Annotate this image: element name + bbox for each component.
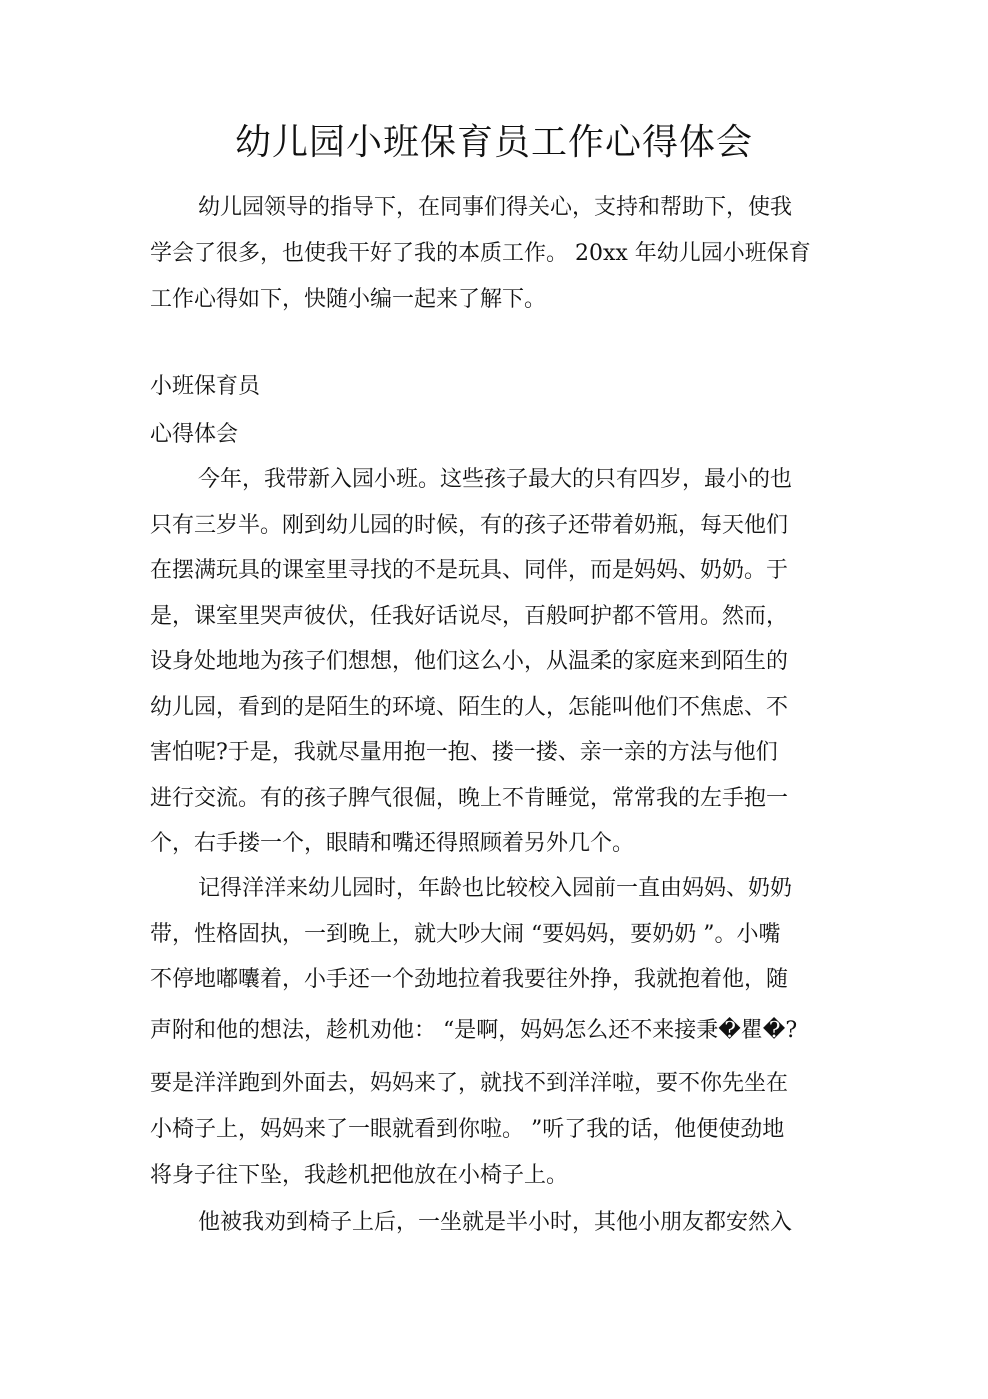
paragraph-line: 将身子往下坠，我趁机把他放在小椅子上。	[150, 1163, 569, 1188]
paragraph-line: 带，性格固执，一到晚上，就大吵大闹 “要妈妈，要奶奶 ”。小嘴	[150, 922, 781, 947]
paragraph-line: 是，课室里哭声彼伏，任我好话说尽，百般呵护都不管用。然而，	[150, 604, 789, 629]
paragraph-line: 个，右手搂一个，眼睛和嘴还得照顾着另外几个。	[150, 831, 635, 856]
paragraph-line: 要是洋洋跑到外面去，妈妈来了，就找不到洋洋啦，要不你先坐在	[150, 1071, 789, 1096]
section-heading: 心得体会	[150, 422, 239, 447]
paragraph-line: 进行交流。有的孩子脾气很倔，晚上不肯睡觉，常常我的左手抱一	[150, 786, 789, 811]
paragraph-line: 声附和他的想法，趁机劝他： “是啊，妈妈怎么还不来接秉�瞿�?	[150, 1018, 798, 1043]
paragraph-line: 只有三岁半。刚到幼儿园的时候，有的孩子还带着奶瓶，每天他们	[150, 513, 789, 538]
intro-line: 工作心得如下，快随小编一起来了解下。	[150, 287, 547, 312]
intro-line: 学会了很多，也使我干好了我的本质工作。 20xx 年幼儿园小班保育	[150, 241, 811, 266]
intro-line: 幼儿园领导的指导下，在同事们得关心，支持和帮助下，使我	[198, 195, 793, 220]
paragraph-line: 设身处地地为孩子们想想，他们这么小，从温柔的家庭来到陌生的	[150, 649, 789, 674]
paragraph-line: 今年，我带新入园小班。这些孩子最大的只有四岁，最小的也	[198, 467, 793, 492]
section-heading: 小班保育员	[150, 374, 261, 399]
document-title: 幼儿园小班保育员工作心得体会	[234, 122, 753, 163]
paragraph-line: 幼儿园，看到的是陌生的环境、陌生的人，怎能叫他们不焦虑、不	[150, 695, 789, 720]
paragraph-line: 害怕呢?于是，我就尽量用抱一抱、搂一搂、亲一亲的方法与他们	[150, 740, 778, 765]
paragraph-line: 在摆满玩具的课室里寻找的不是玩具、同伴，而是妈妈、奶奶。于	[150, 558, 789, 583]
paragraph-line: 他被我劝到椅子上后，一坐就是半小时，其他小朋友都安然入	[198, 1210, 793, 1235]
paragraph-line: 记得洋洋来幼儿园时，年龄也比较校入园前一直由妈妈、奶奶	[198, 876, 793, 901]
paragraph-line: 小椅子上，妈妈来了一眼就看到你啦。 ”听了我的话，他便使劲地	[150, 1117, 785, 1142]
paragraph-line: 不停地嘟囔着，小手还一个劲地拉着我要往外挣，我就抱着他，随	[150, 967, 789, 992]
